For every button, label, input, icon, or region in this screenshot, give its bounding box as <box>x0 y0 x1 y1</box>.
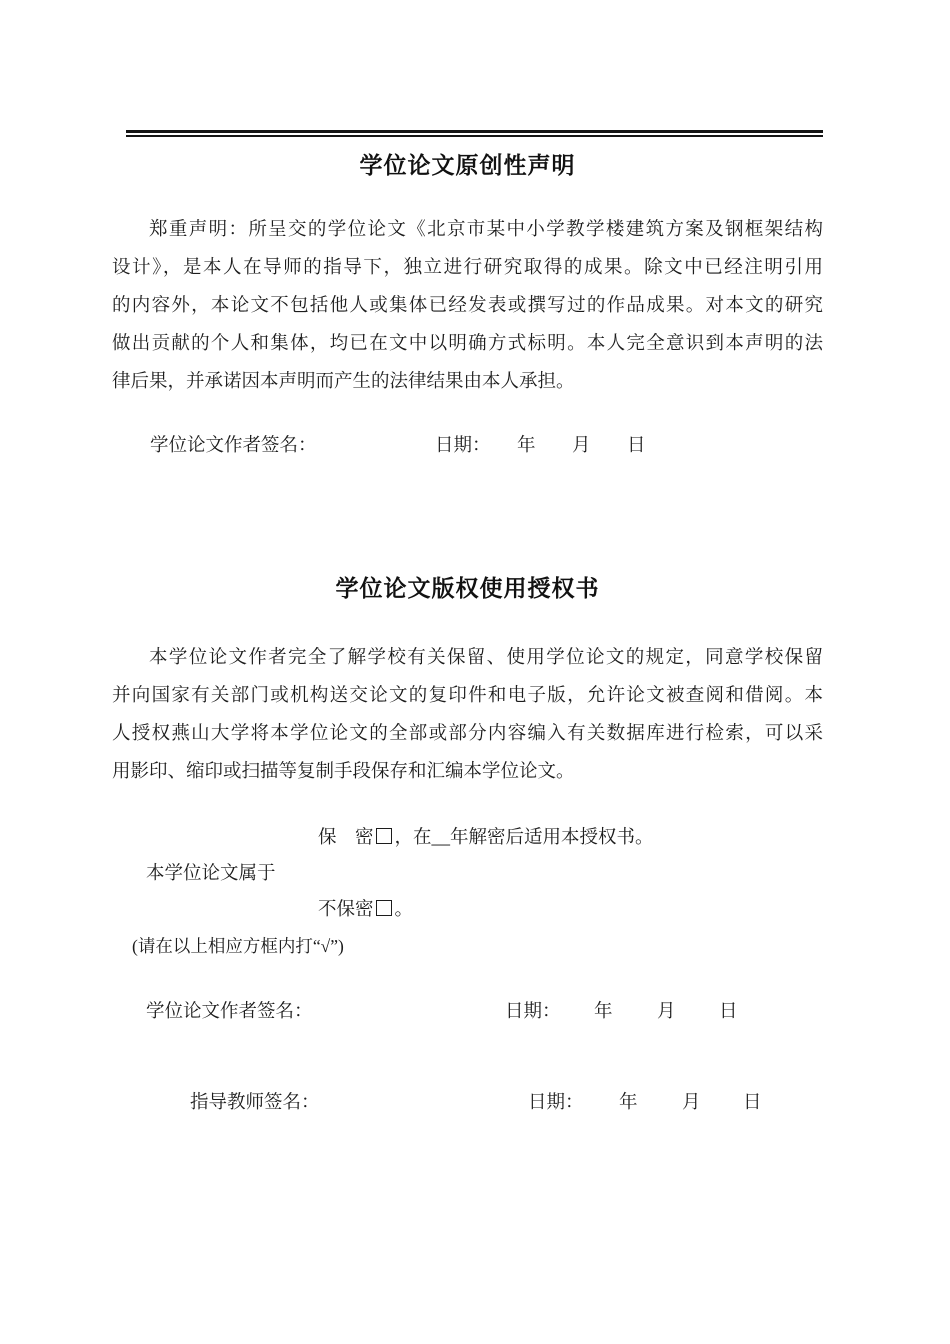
day-label: 日 <box>743 1093 762 1113</box>
month-label: 月 <box>572 436 591 456</box>
secret-option-text: 保 密 <box>318 828 374 848</box>
paragraph-line: 律后果，并承诺因本声明而产生的法律结果由本人承担。 <box>112 372 575 392</box>
paragraph-line: 并向国家有关部门或机构送交论文的复印件和电子版，允许论文被查阅和借阅。本 <box>112 686 823 706</box>
authorization-paragraph <box>112 639 823 791</box>
authorization-title: 学位论文版权使用授权书 <box>335 575 600 601</box>
paragraph-line: 人授权燕山大学将本学位论文的全部或部分内容编入有关数据库进行检索，可以采 <box>112 724 823 744</box>
public-option-rest: 。 <box>394 900 414 920</box>
public-option-text: 不保密 <box>318 900 374 920</box>
belongs-label: 本学位论文属于 <box>146 864 276 884</box>
tick-instruction-note: (请在以上相应方框内打“√”) <box>132 936 344 956</box>
date-label: 日期： <box>435 436 491 456</box>
year-label: 年 <box>594 1002 613 1022</box>
paragraph-line: 做出贡献的个人和集体，均已在文中以明确方式标明。本人完全意识到本声明的法 <box>112 334 823 354</box>
paragraph-line: 设计》，是本人在导师的指导下，独立进行研究取得的成果。除文中已经注明引用 <box>112 258 823 278</box>
year-label: 年 <box>619 1093 638 1113</box>
not-secret-checkbox <box>376 900 392 916</box>
date-label: 日期： <box>505 1002 561 1022</box>
secret-option-line <box>318 826 654 850</box>
secret-option-rest: ，在__年解密后适用本授权书。 <box>394 828 654 848</box>
supervisor-signature-label: 指导教师签名： <box>190 1093 320 1113</box>
author-signature-label: 学位论文作者签名： <box>146 1002 313 1022</box>
day-label: 日 <box>627 436 646 456</box>
public-option-line <box>318 898 413 922</box>
date-label: 日期： <box>528 1093 584 1113</box>
paragraph-line: 用影印、缩印或扫描等复制手段保存和汇编本学位论文。 <box>112 762 575 782</box>
author-signature-label: 学位论文作者签名： <box>150 436 317 456</box>
day-label: 日 <box>719 1002 738 1022</box>
declaration-title: 学位论文原创性声明 <box>359 152 576 178</box>
secret-checkbox <box>376 828 392 844</box>
paragraph-line: 郑重声明：所呈交的学位论文《北京市某中小学教学楼建筑方案及钢框架结构 <box>149 220 823 240</box>
month-label: 月 <box>657 1002 676 1022</box>
paragraph-line: 本学位论文作者完全了解学校有关保留、使用学位论文的规定，同意学校保留 <box>149 648 823 668</box>
header-double-rule <box>126 130 823 137</box>
month-label: 月 <box>682 1093 701 1113</box>
paragraph-line: 的内容外，本论文不包括他人或集体已经发表或撰写过的作品成果。对本文的研究 <box>112 296 823 316</box>
declaration-paragraph <box>112 211 823 401</box>
year-label: 年 <box>517 436 536 456</box>
